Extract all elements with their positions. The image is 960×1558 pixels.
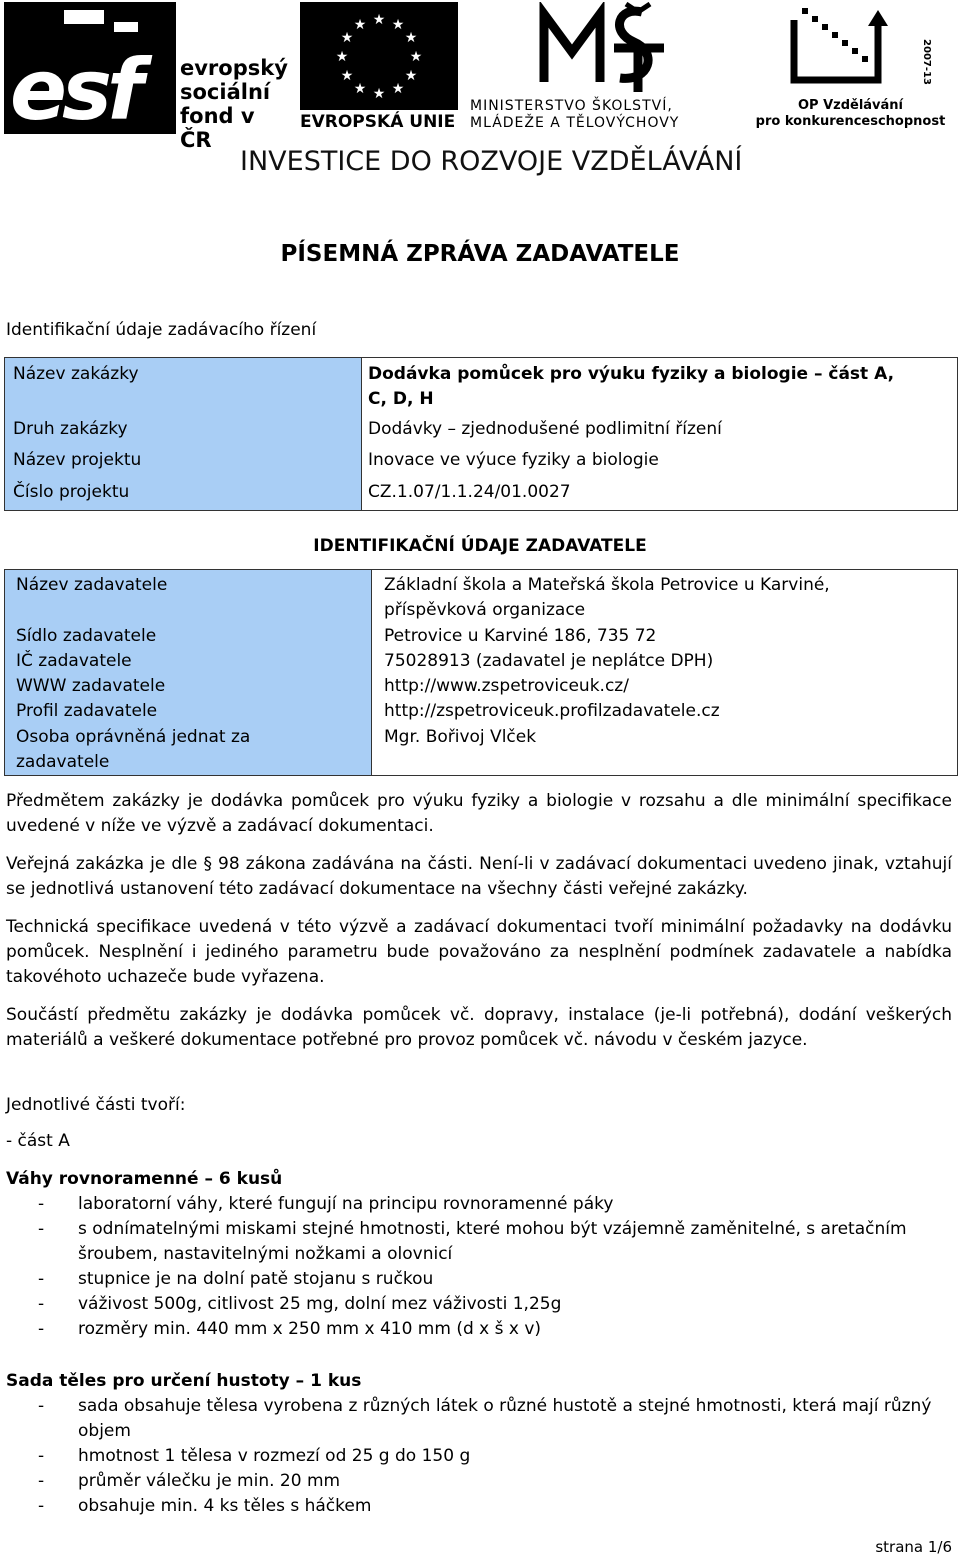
paragraph-2: Veřejná zakázka je dle § 98 zákona zadávána na části. Není-li v zadávací dokumentaci uvedeno jinak, vztahují se jednotlivá ustanovení této zadávací dokumentace na všechny části veřejné zakázky.: [6, 854, 952, 899]
item2-title: Sada těles pro určení hustoty – 1 kus: [6, 1371, 362, 1391]
svg-text:★: ★: [409, 49, 423, 65]
list-item: - sada obsahuje tělesa vyrobena z různých látek o různé hustotě a stejné hmotnosti, která mají různý objem: [38, 1396, 932, 1441]
paragraph-3: Technická specifikace uvedená v této výzvě a zadávací dokumentaci tvoří minimální požadavky na dodávku pomůcek. Nesplnění i jediného parametru bude považováno za nesplnění podmínek zadavatele a nabídka takovéhoto uchazeče bude vyřazena.: [6, 917, 952, 987]
eu-text: EVROPSKÁ UNIE: [300, 112, 456, 132]
svg-text:★: ★: [340, 68, 354, 84]
value-nazev-zadavatele: Základní škola a Mateřská škola Petrovice u Karviné,: [384, 575, 830, 595]
document-title: PÍSEMNÁ ZPRÁVA ZADAVATELE: [280, 241, 680, 267]
svg-text:★: ★: [372, 12, 386, 28]
svg-text:★: ★: [335, 49, 349, 65]
esf-text: evropský sociální fond v ČR: [180, 56, 288, 152]
header-logos: [0, 0, 960, 177]
value-cislo-projektu: CZ.1.07/1.1.24/01.0027: [368, 482, 571, 502]
item2-list: [38, 1394, 950, 1519]
value-nazev-zakazky-cont: C, D, H: [368, 389, 434, 409]
label-nazev-projektu: Název projektu: [13, 450, 142, 470]
list-item: - obsahuje min. 4 ks těles s háčkem: [38, 1496, 372, 1516]
label-ic: IČ zadavatele: [16, 651, 132, 671]
op-text: OP Vzdělávání pro konkurenceschopnost: [755, 98, 946, 129]
op-mark-icon: [748, 2, 953, 94]
svg-text:★: ★: [391, 81, 405, 97]
procedure-section-label: Identifikační údaje zadávacího řízení: [6, 320, 317, 340]
value-nazev-zadavatele-cont: příspěvková organizace: [384, 600, 586, 620]
value-sidlo: Petrovice u Karviné 186, 735 72: [384, 626, 657, 646]
svg-text:★: ★: [340, 30, 354, 46]
value-nazev-projektu: Inovace ve výuce fyziky a biologie: [368, 450, 659, 470]
item1-list: [38, 1192, 950, 1342]
msmt-logo: [470, 2, 740, 134]
msmt-mark-icon: [538, 2, 668, 94]
list-item: - rozměry min. 440 mm x 250 mm x 410 mm (d x š x v): [38, 1319, 542, 1339]
svg-text:2007-13: 2007-13: [921, 39, 932, 85]
eu-stars-icon: [300, 2, 458, 110]
msmt-text: MINISTERSTVO ŠKOLSTVÍ, MLÁDEŽE A TĚLOVÝCHOVY: [470, 98, 680, 131]
label-cislo-projektu: Číslo projektu: [13, 482, 130, 502]
label-osoba-cont: zadavatele: [16, 752, 110, 772]
investice-banner: INVESTICE DO ROZVOJE VZDĚLÁVÁNÍ: [240, 146, 743, 177]
eu-logo: [300, 2, 460, 134]
list-item: - s odnímatelnými miskami stejné hmotnosti, které mohou být vzájemně zaměnitelné, s aretačním šroubem, nastavitelnými nožkami a olovnicí: [38, 1219, 907, 1264]
part-a-label: - část A: [6, 1131, 70, 1151]
esf-black-square: [4, 2, 176, 139]
page-number: strana 1/6: [875, 1538, 952, 1556]
parts-intro: Jednotlivé části tvoří:: [6, 1095, 186, 1115]
contracting-table: [4, 569, 958, 776]
paragraph-1: Předmětem zakázky je dodávka pomůcek pro výuku fyziky a biologie v rozsahu a dle minimální specifikace uvedené v níže ve výzvě a zadávací dokumentaci.: [6, 791, 952, 836]
list-item: - laboratorní váhy, které fungují na principu rovnoramenné páky: [38, 1194, 614, 1214]
value-profil: http://zspetroviceuk.profilzadavatele.cz: [384, 701, 720, 721]
paragraph-4: Součástí předmětu zakázky je dodávka pomůcek vč. dopravy, instalace (je-li potřebná), dodání veškerých materiálů a veškeré dokumentace potřebné pro provoz pomůcek vč. návodu v českém jazyce.: [6, 1005, 952, 1050]
list-item: - váživost 500g, citlivost 25 mg, dolní mez váživosti 1,25g: [38, 1294, 562, 1314]
svg-text:★: ★: [372, 86, 386, 102]
op-logo: [748, 2, 953, 134]
esf-letters: esf: [10, 41, 139, 139]
value-druh-zakazky: Dodávky – zjednodušené podlimitní řízení: [368, 419, 722, 439]
svg-text:★: ★: [391, 17, 405, 33]
svg-text:★: ★: [404, 68, 418, 84]
procedure-table: [4, 357, 958, 511]
list-item: - hmotnost 1 tělesa v rozmezí od 25 g do 150 g: [38, 1446, 471, 1466]
contracting-heading: IDENTIFIKAČNÍ ÚDAJE ZADAVATELE: [313, 536, 647, 556]
eu-flag: [300, 2, 458, 110]
svg-text:★: ★: [353, 81, 367, 97]
list-item: - stupnice je na dolní patě stojanu s ručkou: [38, 1269, 434, 1289]
item1-title: Váhy rovnoramenné – 6 kusů: [6, 1169, 283, 1189]
label-nazev-zakazky: Název zakázky: [13, 364, 139, 384]
list-item: - průměr válečku je min. 20 mm: [38, 1471, 341, 1491]
value-www: http://www.zspetroviceuk.cz/: [384, 676, 629, 696]
value-osoba: Mgr. Bořivoj Vlček: [384, 727, 537, 747]
label-www: WWW zadavatele: [16, 676, 166, 696]
svg-text:★: ★: [353, 17, 367, 33]
value-ic: 75028913 (zadavatel je neplátce DPH): [384, 651, 714, 671]
label-sidlo: Sídlo zadavatele: [16, 626, 157, 646]
label-profil: Profil zadavatele: [16, 701, 158, 721]
esf-logo: [4, 2, 292, 152]
label-druh-zakazky: Druh zakázky: [13, 419, 128, 439]
label-osoba: Osoba oprávněná jednat za: [16, 727, 251, 747]
label-nazev-zadavatele: Název zadavatele: [16, 575, 168, 595]
value-nazev-zakazky: Dodávka pomůcek pro výuku fyziky a biologie – část A,: [368, 364, 895, 384]
svg-text:★: ★: [404, 30, 418, 46]
